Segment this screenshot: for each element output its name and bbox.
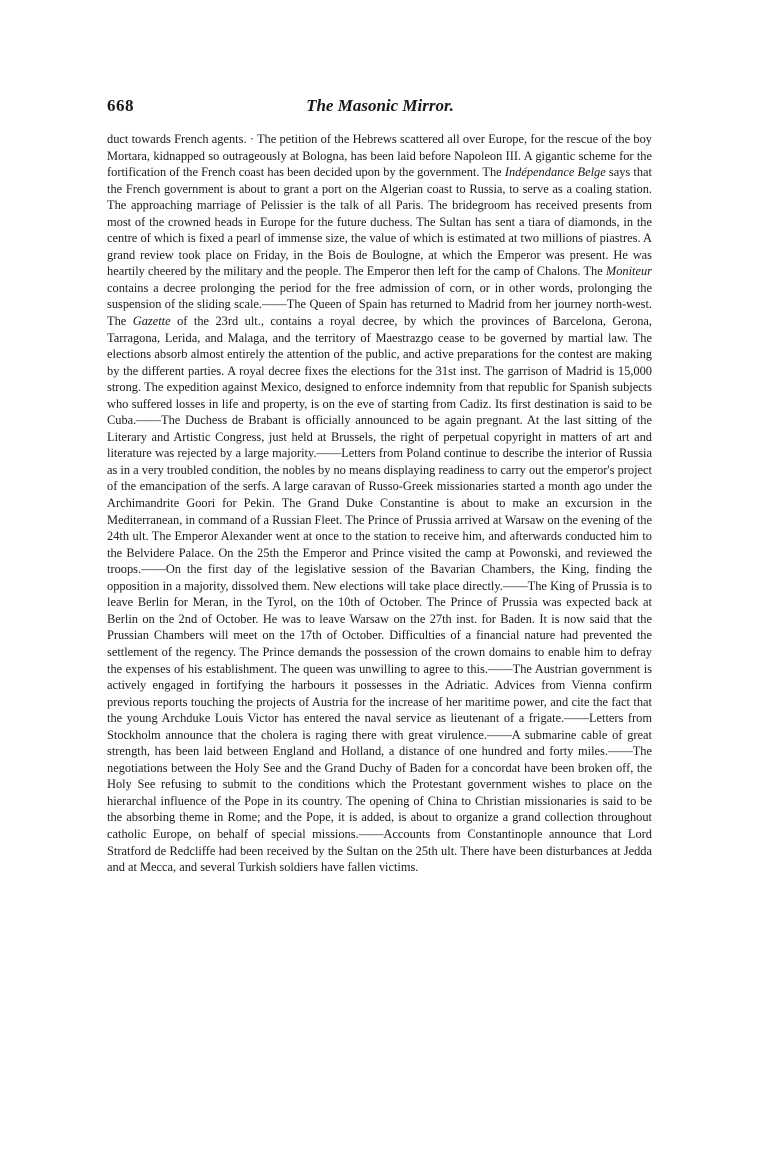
article-body: [107, 131, 652, 876]
page-number: 668: [107, 96, 134, 115]
text-segment: of the 23rd ult., contains a royal decree, by which the provinces of Barcelona, Gerona, Tarragona, Lerida, and Malaga, and the territory of Maestrazgo cease to be governed by martial law. The elections absorb almost entirely the attention of the public, and active preparations for the contest are making by the different parties. A royal decree fixes the elections for the 31st inst. The garrison of Madrid is 15,000 strong. The expedition against Mexico, designed to enforce indemnity from that republic for Spanish subjects who suffered losses in life and property, is on the eve of starting from Cadiz. Its first destination is said to be Cuba.——The Duchess de Brabant is officially announced to be again pregnant. At the last sitting of the Literary and Artistic Congress, just held at Brussels, the right of perpetual copyright in matters of art and literature was rejected by a large majority.——Letters from Poland continue to describe the interior of Russia as in a very troubled condition, the nobles by no means displaying readiness to carry out the emperor's project of the emancipation of the serfs. A large caravan of Russo-Greek missionaries started a month ago under the Archimandrite Goori for Pekin. The Grand Duke Constantine is about to make an excursion in the Mediterranean, in command of a Russian Fleet. The Prince of Prussia arrived at Warsaw on the evening of the 24th ult. The Emperor Alexander went at once to the station to receive him, and afterwards conducted him to the Belvidere Palace. On the 25th the Emperor and Prince visited the camp at Powonski, and reviewed the troops.——On the first day of the legislative session of the Bavarian Chambers, the King, finding the opposition in a majority, dissolved them. New elections will take place directly.——The King of Prussia is to leave Berlin for Meran, in the Tyrol, on the 10th of October. The Prince of Prussia was expected back at Berlin on the 2nd of October. He was to leave Warsaw on the 27th inst. for Baden. It is now said that the Prussian Chambers will meet on the 17th of October. Difficulties of a financial nature had prevented the settlement of the regency. The Prince demands the possession of the crown domains to enable him to defray the expenses of his establishment. The queen was unwilling to agree to this.——The Austrian government is actively engaged in fortifying the harbours it possesses in the Adriatic. Advices from Vienna confirm previous reports touching the projects of Austria for the increase of her maritime power, and cite the fact that the young Archduke Louis Victor has entered the naval service as lieutenant of a frigate.——Letters from Stockholm announce that the cholera is raging there with great virulence.——A submarine cable of great strength, has been laid between England and Holland, a distance of one hundred and forty miles.——The negotiations between the Holy See and the Grand Duchy of Baden for a concordat have been broken off, the Holy See refusing to submit to the conditions which the Protestant government wishes to place on the hierarchal influence of the Pope in its country. The opening of China to Christian missionaries is said to be the absorbing theme in Rome; and the Pope, it is added, is about to organize a grand collection throughout catholic Europe, on behalf of special missions.——Accounts from Constantinople announce that Lord Stratford de Redcliffe had been received by the Sultan on the 25th ult. There have been disturbances at Jedda and at Mecca, and several Turkish soldiers have fallen victims.: [107, 314, 652, 875]
text-segment: duct towards French agents. · The petition of the Hebrews scattered all over Europe, for the rescue of the boy Mortara, kidnapped so outrageously at Bologna, has been laid before Napoleon III. A gigantic scheme for the fortification of the French coast has been decided upon by the government. The: [107, 132, 652, 180]
page-header: [107, 96, 653, 122]
text-segment: contains a decree prolonging the period for the free admission of corn, or in other words, prolonging the suspension of the sliding scale.——The Queen of Spain has returned to Madrid from her journey north-west. The: [107, 280, 652, 329]
italic-title-moniteur: Moniteur: [605, 264, 652, 279]
text-segment: says that the French government is about to grant a port on the Algerian coast to Russia, to serve as a coaling station. The approaching marriage of Pelissier is the talk of all Paris. The bridegroom has received presents from most of the crowned heads in Europe for the future duchess. The Sultan has sent a tiara of diamonds, in the centre of which is fixed a pearl of immense size, the value of which is estimated at two millions of piastres. A grand review took place on Friday, in the Bois de Boulogne, at which the Emperor was present. He was heartily cheered by the military and the people. The Emperor then left for the camp of Chalons. The: [107, 165, 652, 279]
italic-title-gazette: Gazette: [132, 314, 171, 329]
paragraph: [107, 131, 652, 876]
running-title: The Masonic Mirror.: [306, 96, 454, 115]
italic-title-indep-belge: Indépendance Belge: [504, 165, 606, 180]
